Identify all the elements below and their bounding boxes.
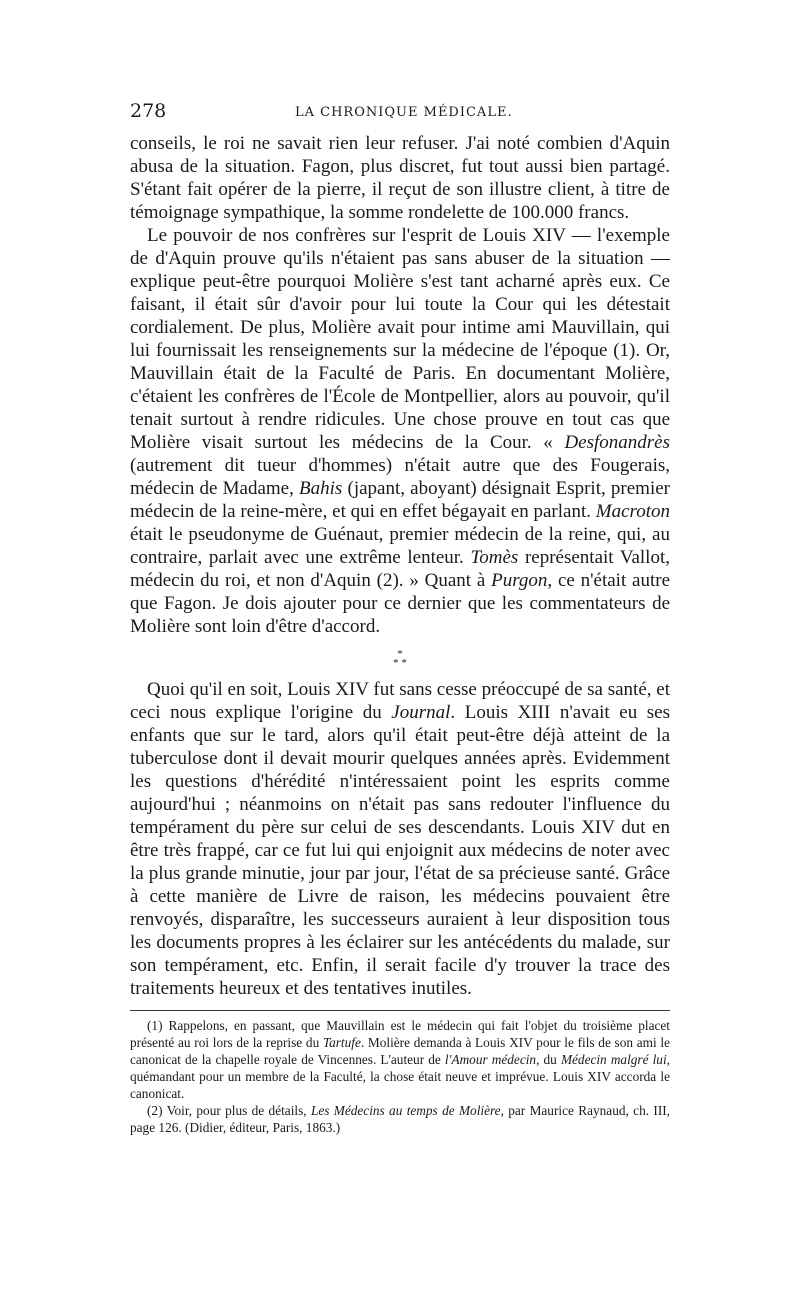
paragraph-2-text-k: , ce n'était autre que Fagon. Je dois ajouter pour ce dernier que les commentateurs de Molière sont loin d'être d'accord.: [130, 570, 670, 637]
footnote-1-text-e: , du: [536, 1052, 561, 1067]
character-name-bahis: Bahis: [299, 478, 343, 499]
footnote-2: [130, 1102, 670, 1136]
footnote-divider: [130, 1010, 670, 1011]
character-name-tomes: Tomès: [470, 547, 519, 568]
footnote-2-text-c: , par Maurice Raynaud, ch. III, page 126. (Didier, éditeur, Paris, 1863.): [130, 1103, 670, 1135]
journal-title: Journal: [391, 702, 451, 723]
paragraph-2-text-c: (autrement dit tueur d'hommes) n'était autre que des Fougerais, médecin de Madame,: [130, 455, 670, 499]
paragraph-2-text-a: Le pouvoir de nos confrères sur l'esprit de Louis XIV — l'exemple de d'Aquin prouve qu'ils n'étaient pas sans abuser de la situation — explique peut-être pourquoi Molière s'est tant acharné après eux. Ce faisant, il était sûr d'avoir pour lui toute la Cour qui les détestait cordialement. De plus, Molière avait pour intime ami Mauvillain, qui lui fournissait les renseignements sur la médecine de l'époque (1). Or, Mauvillain était de la Faculté de Paris. En documentant Molière, c'étaient les confrères de l'École de Montpellier, alors au pouvoir, qu'il tenait surtout à rendre ridicules. Une chose prouve en tout cas que Molière visait surtout les médecins de la Cour. «: [130, 225, 670, 453]
paragraph-3: [130, 678, 670, 1000]
body-text: [130, 132, 670, 1000]
page-number: 278: [130, 100, 167, 122]
work-title-tartufe: Tartufe: [322, 1035, 361, 1050]
character-name-purgon: Purgon: [491, 570, 548, 591]
paragraph-2-text-e: (japant, aboyant) désignait Esprit, premier médecin de la reine-mère, et qui en effet bégayait en parlant.: [130, 478, 670, 522]
asterism-top: *: [397, 648, 403, 660]
paragraph-3-text-c: . Louis XIII n'avait eu ses enfants que sur le tard, alors qu'il était peut-être déjà atteint de la tuberculose dont il devait mourir quelques années après. Evidemment les questions d'hérédité n'intéressaient point les esprits comme aujourd'hui ; néanmoins on n'était pas sans redouter l'influence du tempérament du père sur celui de ses descendants. Louis XIV dut en être très frappé, car ce fut lui qui enjoignit aux médecins de noter avec la plus grande minutie, jour par jour, l'état de sa précieuse santé. Grâce à cette manière de Livre de raison, les médecins pouvaient être renvoyés, disparaître, les successeurs auraient à leur disposition tous les documents propres à les éclairer sur les antécédents du malade, sur son tempérament, etc. Enfin, il serait facile d'y trouver la trace des traitements heureux et des tentatives inutiles.: [130, 702, 671, 999]
footnote-2-text-a: (2) Voir, pour plus de détails,: [147, 1103, 311, 1118]
footnote-1-text-c: . Molière demanda à Louis XIV pour le fils de son ami le canonicat de la chapelle royale de Vincennes. L'auteur de: [130, 1035, 670, 1067]
asterism-bottom: * *: [393, 657, 407, 669]
book-page: [130, 100, 670, 1136]
work-title-amour-medecin: l'Amour médecin: [444, 1052, 537, 1067]
paragraph-2-text-g: était le pseudonyme de Guénaut, premier médecin de la reine, qui, au contraire, parlait avec une extrême lenteur.: [130, 524, 670, 568]
footnote-1: [130, 1017, 670, 1102]
page-header: [130, 100, 670, 132]
character-name-desfonandres: Desfonandrès: [564, 432, 670, 453]
paragraph-2-text-i: représentait Vallot, médecin du roi, et non d'Aquin (2). » Quant à: [130, 547, 670, 591]
work-title-medecin-malgre-lui: Médecin malgré lui: [560, 1052, 667, 1067]
work-title-medecins-temps-moliere: Les Médecins au temps de Molière: [310, 1103, 501, 1118]
running-title: LA CHRONIQUE MÉDICALE.: [295, 105, 513, 120]
paragraph-1-text: conseils, le roi ne savait rien leur refuser. J'ai noté combien d'Aquin abusa de la situation. Fagon, plus discret, fut tout aussi bien partagé. S'étant fait opérer de la pierre, il reçut de son illustre client, à titre de témoignage sympathique, la somme rondelette de 100.000 francs.: [130, 133, 670, 223]
footnotes: [130, 1017, 670, 1136]
footnote-1-text-a: (1) Rappelons, en passant, que Mauvillain est le médecin qui fait l'objet du troisième placet présenté au roi lors de la reprise du: [130, 1018, 670, 1050]
paragraph-3-text-a: Quoi qu'il en soit, Louis XIV fut sans cesse préoccupé de sa santé, et ceci nous explique l'origine du: [130, 679, 670, 723]
section-break-asterism: [130, 650, 670, 668]
character-name-macroton: Macroton: [595, 501, 670, 522]
footnote-1-text-g: , quémandant pour un membre de la Faculté, la chose était neuve et imprévue. Louis XIV accorda le canonicat.: [130, 1052, 670, 1101]
paragraph-1: [130, 132, 670, 224]
paragraph-2: [130, 224, 670, 638]
